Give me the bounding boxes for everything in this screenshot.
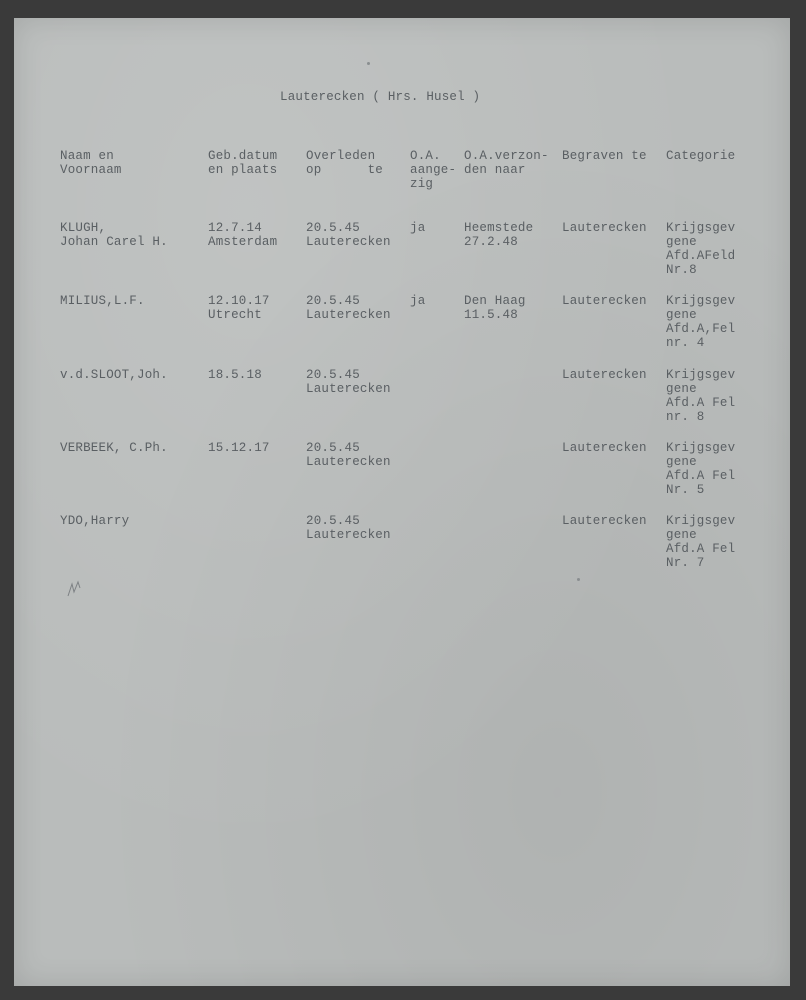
row-cell-category-line: gene [666, 382, 697, 396]
row-cell-death-line: 20.5.45 [306, 221, 360, 235]
pencil-mark-icon [66, 578, 82, 600]
row-cell-buried [562, 368, 647, 382]
row-cell-death-line: Lauterecken [306, 235, 391, 249]
row-cell-category [666, 294, 735, 350]
row-cell-category-line: Afd.AFeld [666, 249, 736, 263]
row-cell-name [60, 514, 129, 528]
row-cell-oa-aangezig-line: ja [410, 294, 426, 308]
row-cell-death-line: Lauterecken [306, 382, 391, 396]
column-header-death-line: op te [306, 163, 384, 177]
row-cell-buried [562, 221, 647, 235]
column-header-name [60, 149, 122, 177]
row-cell-birth [208, 441, 270, 455]
row-cell-category-line: Nr. 7 [666, 556, 705, 570]
row-cell-category-line: Krijgsgev [666, 514, 736, 528]
row-cell-oa-aangezig-line: ja [410, 221, 426, 235]
row-cell-category [666, 514, 735, 570]
row-cell-category-line: gene [666, 455, 697, 469]
row-cell-buried [562, 294, 647, 308]
row-cell-category-line: Krijgsgev [666, 294, 736, 308]
row-cell-category-line: Krijgsgev [666, 368, 736, 382]
row-cell-name [60, 441, 168, 455]
row-cell-category [666, 441, 735, 497]
row-cell-buried-line: Lauterecken [562, 294, 647, 308]
row-cell-death [306, 294, 391, 322]
row-cell-category-line: Nr. 5 [666, 483, 705, 497]
row-cell-category-line: Afd.A Fel [666, 469, 736, 483]
row-cell-birth [208, 294, 270, 322]
row-cell-birth [208, 221, 277, 249]
row-cell-oa-verzonden-line: Den Haag [464, 294, 526, 308]
column-header-oa-verzonden-line: den naar [464, 163, 526, 177]
row-cell-death-line: Lauterecken [306, 455, 391, 469]
row-cell-oa-verzonden-line: 11.5.48 [464, 308, 518, 322]
column-header-death-line: Overleden [306, 149, 376, 163]
row-cell-birth-line: 12.7.14 [208, 221, 262, 235]
row-cell-oa-aangezig [410, 294, 425, 308]
row-cell-death-line: Lauterecken [306, 528, 391, 542]
row-cell-category-line: Krijgsgev [666, 221, 736, 235]
column-header-buried [562, 149, 647, 163]
row-cell-category-line: Afd.A Fel [666, 542, 736, 556]
row-cell-name-line: MILIUS,L.F. [60, 294, 145, 308]
row-cell-category-line: nr. 8 [666, 410, 705, 424]
row-cell-name [60, 221, 168, 249]
column-header-buried-line: Begraven te [562, 149, 647, 163]
row-cell-birth-line: Utrecht [208, 308, 262, 322]
row-cell-buried-line: Lauterecken [562, 514, 647, 528]
row-cell-category-line: Afd.A,Fel [666, 322, 736, 336]
row-cell-name-line: VERBEEK, C.Ph. [60, 441, 168, 455]
row-cell-birth-line: 15.12.17 [208, 441, 270, 455]
row-cell-category-line: Nr.8 [666, 263, 697, 277]
row-cell-birth-line: 18.5.18 [208, 368, 262, 382]
row-cell-buried-line: Lauterecken [562, 221, 647, 235]
row-cell-death-line: 20.5.45 [306, 294, 360, 308]
row-cell-death [306, 514, 391, 542]
row-cell-death [306, 221, 391, 249]
row-cell-name-line: v.d.SLOOT,Joh. [60, 368, 168, 382]
row-cell-category [666, 368, 735, 424]
column-header-birth-line: Geb.datum [208, 149, 278, 163]
row-cell-buried [562, 514, 647, 528]
row-cell-oa-aangezig [410, 221, 425, 235]
row-cell-death-line: 20.5.45 [306, 368, 360, 382]
column-header-oa-aangezig [410, 149, 456, 191]
row-cell-oa-verzonden [464, 221, 533, 249]
column-header-name-line: Naam en [60, 149, 114, 163]
row-cell-name-line: Johan Carel H. [60, 235, 168, 249]
row-cell-category-line: gene [666, 235, 697, 249]
column-header-oa-aangezig-line: O.A. [410, 149, 441, 163]
row-cell-oa-verzonden-line: Heemstede [464, 221, 534, 235]
column-header-oa-verzonden [464, 149, 549, 177]
row-cell-birth-line: 12.10.17 [208, 294, 270, 308]
typed-document-page [14, 18, 790, 986]
column-header-oa-aangezig-line: zig [410, 177, 434, 191]
row-cell-death-line: Lauterecken [306, 308, 391, 322]
row-cell-death [306, 441, 391, 469]
column-header-birth-line: en plaats [208, 163, 278, 177]
row-cell-buried-line: Lauterecken [562, 441, 647, 455]
row-cell-name [60, 368, 168, 382]
paper-speck [577, 578, 580, 581]
column-header-birth [208, 149, 277, 177]
column-header-oa-verzonden-line: O.A.verzon- [464, 149, 549, 163]
row-cell-oa-verzonden [464, 294, 526, 322]
row-cell-category-line: gene [666, 308, 697, 322]
column-header-death [306, 149, 383, 177]
document-title: Lauterecken ( Hrs. Husel ) [280, 90, 481, 104]
row-cell-death [306, 368, 391, 396]
row-cell-oa-verzonden-line: 27.2.48 [464, 235, 518, 249]
row-cell-category-line: gene [666, 528, 697, 542]
row-cell-name [60, 294, 145, 308]
row-cell-name-line: KLUGH, [60, 221, 107, 235]
row-cell-death-line: 20.5.45 [306, 514, 360, 528]
row-cell-name-line: YDO,Harry [60, 514, 130, 528]
row-cell-buried [562, 441, 647, 455]
row-cell-category-line: Afd.A Fel [666, 396, 736, 410]
row-cell-birth-line: Amsterdam [208, 235, 278, 249]
row-cell-category [666, 221, 735, 277]
row-cell-birth [208, 368, 262, 382]
column-header-oa-aangezig-line: aange- [410, 163, 457, 177]
row-cell-category-line: Krijgsgev [666, 441, 736, 455]
row-cell-death-line: 20.5.45 [306, 441, 360, 455]
column-header-name-line: Voornaam [60, 163, 122, 177]
row-cell-category-line: nr. 4 [666, 336, 705, 350]
paper-speck [367, 62, 370, 65]
column-header-category [666, 149, 735, 163]
row-cell-buried-line: Lauterecken [562, 368, 647, 382]
column-header-category-line: Categorie [666, 149, 736, 163]
